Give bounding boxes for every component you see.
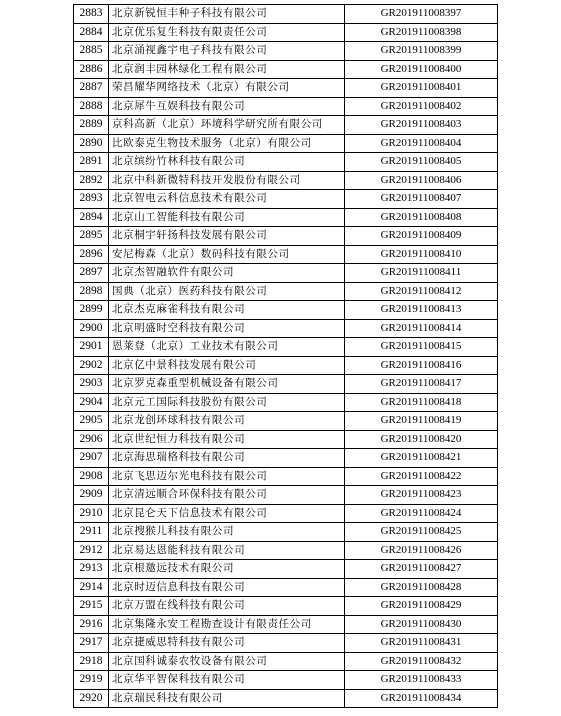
table-row bbox=[74, 134, 498, 153]
certificate-code-cell: GR201911008407 bbox=[345, 190, 498, 209]
certificate-code-cell: GR201911008422 bbox=[345, 467, 498, 486]
certificate-code-cell: GR201911008409 bbox=[345, 227, 498, 246]
table-row bbox=[74, 171, 498, 190]
table-row bbox=[74, 23, 498, 42]
table-row bbox=[74, 5, 498, 24]
table-row bbox=[74, 671, 498, 690]
company-name-cell: 恩莱登（北京）工业技术有限公司 bbox=[109, 338, 345, 357]
table-row bbox=[74, 652, 498, 671]
certificate-code-cell: GR201911008401 bbox=[345, 79, 498, 98]
certificate-code-cell: GR201911008432 bbox=[345, 652, 498, 671]
company-name-cell: 北京明盛时空科技有限公司 bbox=[109, 319, 345, 338]
company-name-cell: 北京罗克森重型机械设备有限公司 bbox=[109, 375, 345, 394]
company-name-cell: 北京涌视鑫宇电子科技有限公司 bbox=[109, 42, 345, 61]
company-name-cell: 北京飞思迈尔光电科技有限公司 bbox=[109, 467, 345, 486]
company-name-cell: 北京亿中景科技发展有限公司 bbox=[109, 356, 345, 375]
row-number-cell: 2912 bbox=[74, 541, 109, 560]
row-number-cell: 2916 bbox=[74, 615, 109, 634]
company-name-cell: 北京润丰园林绿化工程有限公司 bbox=[109, 60, 345, 79]
certificate-code-cell: GR201911008405 bbox=[345, 153, 498, 172]
table-row bbox=[74, 597, 498, 616]
company-table bbox=[73, 4, 498, 708]
table-row bbox=[74, 393, 498, 412]
certificate-code-cell: GR201911008397 bbox=[345, 5, 498, 24]
table-row bbox=[74, 282, 498, 301]
table-row bbox=[74, 523, 498, 542]
certificate-code-cell: GR201911008408 bbox=[345, 208, 498, 227]
certificate-code-cell: GR201911008417 bbox=[345, 375, 498, 394]
certificate-code-cell: GR201911008421 bbox=[345, 449, 498, 468]
company-name-cell: 北京杰智融软件有限公司 bbox=[109, 264, 345, 283]
row-number-cell: 2901 bbox=[74, 338, 109, 357]
company-name-cell: 北京易达恩能科技有限公司 bbox=[109, 541, 345, 560]
row-number-cell: 2894 bbox=[74, 208, 109, 227]
table-row bbox=[74, 356, 498, 375]
company-name-cell: 北京新锐恒丰种子科技有限公司 bbox=[109, 5, 345, 24]
row-number-cell: 2905 bbox=[74, 412, 109, 431]
certificate-code-cell: GR201911008414 bbox=[345, 319, 498, 338]
table-row bbox=[74, 208, 498, 227]
row-number-cell: 2908 bbox=[74, 467, 109, 486]
certificate-code-cell: GR201911008424 bbox=[345, 504, 498, 523]
company-name-cell: 荣昌耀华网络技术（北京）有限公司 bbox=[109, 79, 345, 98]
company-list-page bbox=[73, 4, 497, 708]
certificate-code-cell: GR201911008427 bbox=[345, 560, 498, 579]
certificate-code-cell: GR201911008410 bbox=[345, 245, 498, 264]
company-name-cell: 国典（北京）医药科技有限公司 bbox=[109, 282, 345, 301]
row-number-cell: 2904 bbox=[74, 393, 109, 412]
company-name-cell: 北京山工智能科技有限公司 bbox=[109, 208, 345, 227]
row-number-cell: 2890 bbox=[74, 134, 109, 153]
certificate-code-cell: GR201911008411 bbox=[345, 264, 498, 283]
table-row bbox=[74, 338, 498, 357]
certificate-code-cell: GR201911008429 bbox=[345, 597, 498, 616]
row-number-cell: 2911 bbox=[74, 523, 109, 542]
row-number-cell: 2884 bbox=[74, 23, 109, 42]
table-row bbox=[74, 319, 498, 338]
company-name-cell: 北京搜猴儿科技有限公司 bbox=[109, 523, 345, 542]
row-number-cell: 2903 bbox=[74, 375, 109, 394]
row-number-cell: 2907 bbox=[74, 449, 109, 468]
company-name-cell: 北京集隆永安工程勘查设计有限责任公司 bbox=[109, 615, 345, 634]
certificate-code-cell: GR201911008428 bbox=[345, 578, 498, 597]
company-name-cell: 北京华平智保科技有限公司 bbox=[109, 671, 345, 690]
row-number-cell: 2897 bbox=[74, 264, 109, 283]
company-name-cell: 北京优乐复生科技有限责任公司 bbox=[109, 23, 345, 42]
row-number-cell: 2898 bbox=[74, 282, 109, 301]
company-name-cell: 北京龙创环球科技有限公司 bbox=[109, 412, 345, 431]
company-name-cell: 安尼梅森（北京）数码科技有限公司 bbox=[109, 245, 345, 264]
table-row bbox=[74, 301, 498, 320]
company-name-cell: 北京智电云科信息技术有限公司 bbox=[109, 190, 345, 209]
table-row bbox=[74, 190, 498, 209]
table-row bbox=[74, 560, 498, 579]
certificate-code-cell: GR201911008418 bbox=[345, 393, 498, 412]
table-row bbox=[74, 467, 498, 486]
company-name-cell: 北京清远顺合环保科技有限公司 bbox=[109, 486, 345, 505]
row-number-cell: 2900 bbox=[74, 319, 109, 338]
certificate-code-cell: GR201911008425 bbox=[345, 523, 498, 542]
certificate-code-cell: GR201911008430 bbox=[345, 615, 498, 634]
table-row bbox=[74, 79, 498, 98]
table-row bbox=[74, 615, 498, 634]
certificate-code-cell: GR201911008431 bbox=[345, 634, 498, 653]
row-number-cell: 2887 bbox=[74, 79, 109, 98]
company-table-body bbox=[74, 5, 498, 708]
row-number-cell: 2883 bbox=[74, 5, 109, 24]
table-row bbox=[74, 60, 498, 79]
company-name-cell: 北京昆仑天下信息技术有限公司 bbox=[109, 504, 345, 523]
row-number-cell: 2914 bbox=[74, 578, 109, 597]
table-row bbox=[74, 116, 498, 135]
row-number-cell: 2920 bbox=[74, 689, 109, 708]
certificate-code-cell: GR201911008413 bbox=[345, 301, 498, 320]
company-name-cell: 北京海思瑞格科技有限公司 bbox=[109, 449, 345, 468]
company-name-cell: 北京杰克麻雀科技有限公司 bbox=[109, 301, 345, 320]
row-number-cell: 2895 bbox=[74, 227, 109, 246]
certificate-code-cell: GR201911008403 bbox=[345, 116, 498, 135]
table-row bbox=[74, 97, 498, 116]
certificate-code-cell: GR201911008433 bbox=[345, 671, 498, 690]
table-row bbox=[74, 430, 498, 449]
table-row bbox=[74, 689, 498, 708]
certificate-code-cell: GR201911008419 bbox=[345, 412, 498, 431]
row-number-cell: 2892 bbox=[74, 171, 109, 190]
row-number-cell: 2889 bbox=[74, 116, 109, 135]
row-number-cell: 2893 bbox=[74, 190, 109, 209]
row-number-cell: 2919 bbox=[74, 671, 109, 690]
company-name-cell: 比欧泰克生物技术服务（北京）有限公司 bbox=[109, 134, 345, 153]
row-number-cell: 2896 bbox=[74, 245, 109, 264]
company-name-cell: 北京万盟在线科技有限公司 bbox=[109, 597, 345, 616]
certificate-code-cell: GR201911008406 bbox=[345, 171, 498, 190]
row-number-cell: 2915 bbox=[74, 597, 109, 616]
table-row bbox=[74, 153, 498, 172]
table-row bbox=[74, 264, 498, 283]
table-row bbox=[74, 449, 498, 468]
row-number-cell: 2917 bbox=[74, 634, 109, 653]
table-row bbox=[74, 541, 498, 560]
company-name-cell: 北京桐宇轩扬科技发展有限公司 bbox=[109, 227, 345, 246]
company-name-cell: 北京犀牛互娱科技有限公司 bbox=[109, 97, 345, 116]
table-row bbox=[74, 42, 498, 61]
row-number-cell: 2918 bbox=[74, 652, 109, 671]
row-number-cell: 2891 bbox=[74, 153, 109, 172]
table-row bbox=[74, 412, 498, 431]
table-row bbox=[74, 375, 498, 394]
certificate-code-cell: GR201911008434 bbox=[345, 689, 498, 708]
certificate-code-cell: GR201911008399 bbox=[345, 42, 498, 61]
company-name-cell: 北京国科诚泰农牧设备有限公司 bbox=[109, 652, 345, 671]
company-name-cell: 北京瑞民科技有限公司 bbox=[109, 689, 345, 708]
certificate-code-cell: GR201911008404 bbox=[345, 134, 498, 153]
company-name-cell: 北京世纪恒力科技有限公司 bbox=[109, 430, 345, 449]
row-number-cell: 2906 bbox=[74, 430, 109, 449]
certificate-code-cell: GR201911008400 bbox=[345, 60, 498, 79]
row-number-cell: 2909 bbox=[74, 486, 109, 505]
company-name-cell: 北京元工国际科技股份有限公司 bbox=[109, 393, 345, 412]
row-number-cell: 2899 bbox=[74, 301, 109, 320]
table-row bbox=[74, 634, 498, 653]
certificate-code-cell: GR201911008426 bbox=[345, 541, 498, 560]
row-number-cell: 2902 bbox=[74, 356, 109, 375]
certificate-code-cell: GR201911008415 bbox=[345, 338, 498, 357]
table-row bbox=[74, 486, 498, 505]
company-name-cell: 北京中科新微特科技开发股份有限公司 bbox=[109, 171, 345, 190]
row-number-cell: 2888 bbox=[74, 97, 109, 116]
table-row bbox=[74, 245, 498, 264]
certificate-code-cell: GR201911008423 bbox=[345, 486, 498, 505]
certificate-code-cell: GR201911008402 bbox=[345, 97, 498, 116]
certificate-code-cell: GR201911008420 bbox=[345, 430, 498, 449]
table-row bbox=[74, 504, 498, 523]
company-name-cell: 北京捷威思特科技有限公司 bbox=[109, 634, 345, 653]
table-row bbox=[74, 578, 498, 597]
company-name-cell: 京科高新（北京）环境科学研究所有限公司 bbox=[109, 116, 345, 135]
certificate-code-cell: GR201911008412 bbox=[345, 282, 498, 301]
row-number-cell: 2910 bbox=[74, 504, 109, 523]
certificate-code-cell: GR201911008416 bbox=[345, 356, 498, 375]
table-row bbox=[74, 227, 498, 246]
company-name-cell: 北京根邀远技术有限公司 bbox=[109, 560, 345, 579]
certificate-code-cell: GR201911008398 bbox=[345, 23, 498, 42]
row-number-cell: 2886 bbox=[74, 60, 109, 79]
company-name-cell: 北京时迈信息科技有限公司 bbox=[109, 578, 345, 597]
company-name-cell: 北京缤纷竹林科技有限公司 bbox=[109, 153, 345, 172]
row-number-cell: 2913 bbox=[74, 560, 109, 579]
row-number-cell: 2885 bbox=[74, 42, 109, 61]
